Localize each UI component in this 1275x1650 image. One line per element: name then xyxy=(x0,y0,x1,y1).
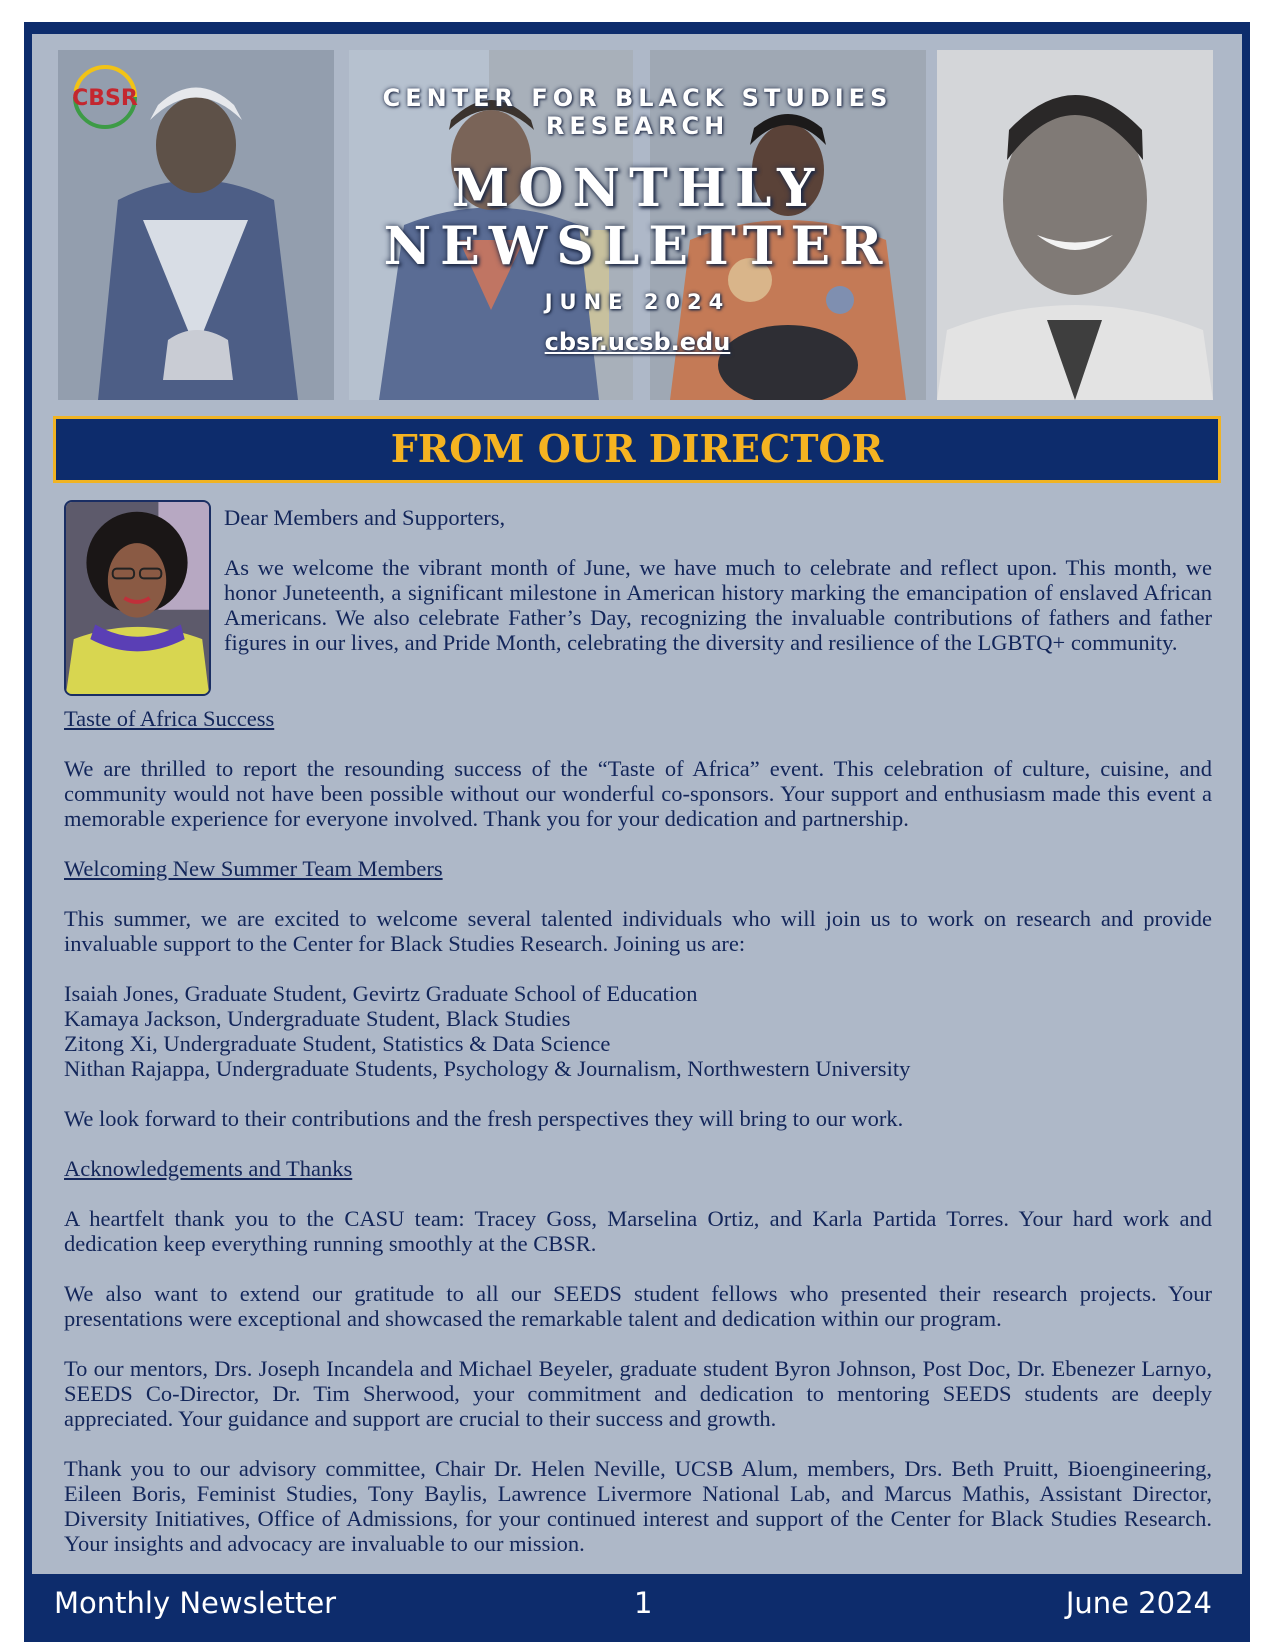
cbsr-logo xyxy=(62,62,148,132)
letter-body xyxy=(64,706,1212,1556)
taste-heading: Taste of Africa Success xyxy=(64,706,275,731)
team-member: Kamaya Jackson, Undergraduate Student, Black Studies xyxy=(64,1006,571,1031)
ack-paragraph-3: To our mentors, Drs. Joseph Incandela and Michael Beyeler, graduate student Byron Johnson, Post Doc, Dr. Ebenezer Larnyo, SEEDS Co-Director, Dr. Tim Sherwood, your commitment and dedication to mentoring SEEDS students are deeply appreciated. Your guidance and support are crucial to their success and growth. xyxy=(64,1356,1212,1431)
team-closing: We look forward to their contributions and the fresh perspectives they will bring to our work. xyxy=(64,1106,904,1131)
team-paragraph: This summer, we are excited to welcome several talented individuals who will join us to work on research and provide invaluable support to the Center for Black Studies Research. Joining us are: xyxy=(64,906,1212,956)
letter-intro xyxy=(224,505,1212,655)
taste-paragraph: We are thrilled to report the resounding success of the “Taste of Africa” event. This celebration of culture, cuisine, and community would not have been possible without our wonderful co-sponsors. Your support and enthusiasm made this event a memorable experience for everyone involved. Thank you for your dedication and partnership. xyxy=(64,756,1212,831)
org-name: CENTER FOR BLACK STUDIES RESEARCH xyxy=(382,84,893,140)
intro-paragraph: As we welcome the vibrant month of June, we have much to celebrate and reflect upon. This month, we honor Juneteenth, a significant milestone in American history marking the emancipation of enslaved African Americans. We also celebrate Father’s Day, recognizing the invaluable contributions of fathers and father figures in our lives, and Pride Month, celebrating the diversity and resilience of the LGBTQ+ community. xyxy=(224,555,1212,655)
ack-paragraph-4: Thank you to our advisory committee, Chair Dr. Helen Neville, UCSB Alum, members, Drs. Beth Pruitt, Bioengineering, Eileen Boris, Feminist Studies, Tony Baylis, Lawrence Livermore National Lab, and Marcus Mathis, Assistant Director, Diversity Initiatives, Office of Admissions, for your continued interest and support of the Center for Black Studies Research. Your insights and advocacy are invaluable to our mission. xyxy=(64,1456,1212,1556)
section-banner xyxy=(53,416,1221,483)
logo-text: CBSR xyxy=(72,86,138,111)
website-link[interactable]: cbsr.ucsb.edu xyxy=(544,328,731,356)
team-member: Nithan Rajappa, Undergraduate Students, Psychology & Journalism, Northwestern University xyxy=(64,1056,911,1081)
team-member: Isaiah Jones, Graduate Student, Gevirtz Graduate School of Education xyxy=(64,981,698,1006)
footer-title: Monthly Newsletter xyxy=(54,1586,337,1620)
letter-greeting: Dear Members and Supporters, xyxy=(224,505,506,530)
title-line-2: NEWSLETTER xyxy=(383,216,892,277)
ack-paragraph-1: A heartfelt thank you to the CASU team: Tracey Goss, Marselina Ortiz, and Karla Partida Torres. Your hard work and dedication keep everything running smoothly at the CBSR. xyxy=(64,1206,1212,1256)
team-heading: Welcoming New Summer Team Members xyxy=(64,856,443,881)
header-overlay xyxy=(300,80,975,356)
title-line-1: MONTHLY xyxy=(451,158,824,219)
page-number: 1 xyxy=(634,1586,653,1620)
ack-paragraph-2: We also want to extend our gratitude to all our SEEDS student fellows who presented their research projects. Your presentations were exceptional and showcased the remarkable talent and dedication within our program. xyxy=(64,1281,1212,1331)
newsletter-date: JUNE 2024 xyxy=(544,290,731,314)
team-member: Zitong Xi, Undergraduate Student, Statistics & Data Science xyxy=(64,1031,611,1056)
footer-date: June 2024 xyxy=(1065,1586,1212,1620)
section-title: FROM OUR DIRECTOR xyxy=(390,426,884,471)
page-footer xyxy=(32,1574,1242,1634)
director-photo xyxy=(64,500,211,696)
newsletter-title xyxy=(300,160,975,276)
ack-heading: Acknowledgements and Thanks xyxy=(64,1156,353,1181)
header-photo-portrait-4 xyxy=(937,50,1213,400)
